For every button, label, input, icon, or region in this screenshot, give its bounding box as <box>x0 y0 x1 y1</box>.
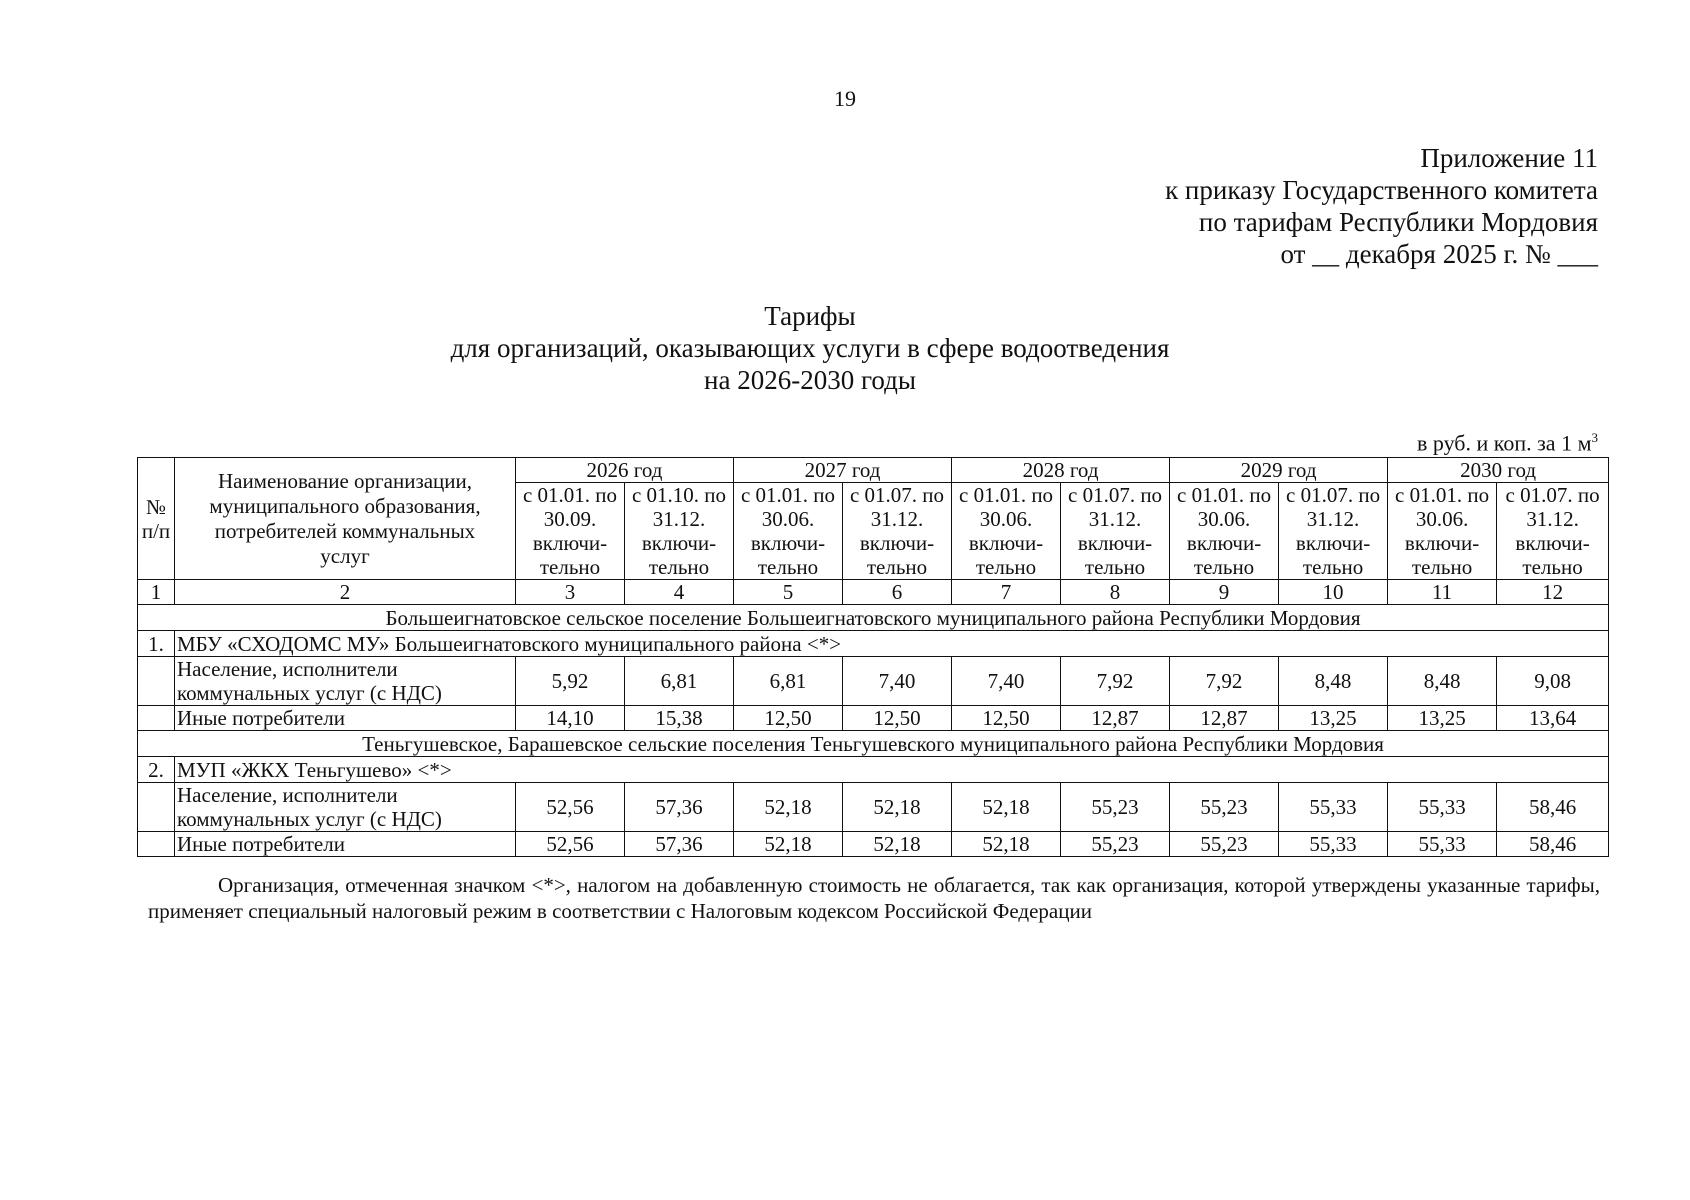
header-num: № п/п <box>138 458 175 580</box>
tariff-value: 7,92 <box>1170 657 1279 706</box>
tariff-value: 12,50 <box>734 706 843 731</box>
organization-number: 2. <box>138 757 175 783</box>
header-period: с 01.01. по 30.06. включи-тельно <box>734 483 843 580</box>
tariff-value: 52,56 <box>516 783 625 832</box>
tariff-value: 55,23 <box>1170 832 1279 857</box>
tariff-value: 13,25 <box>1388 706 1497 731</box>
tariff-value: 55,33 <box>1279 783 1388 832</box>
title-line: для организаций, оказывающих услуги в сфере водоотведения <box>450 333 1170 363</box>
header-period: с 01.01. по 30.06. включи-тельно <box>1170 483 1279 580</box>
tariff-value: 58,46 <box>1497 783 1609 832</box>
tariff-value: 55,23 <box>1170 783 1279 832</box>
section-title: Теньгушевское, Барашевское сельские поселения Теньгушевского муниципального района Республики Мордовия <box>138 731 1609 757</box>
column-number: 4 <box>625 580 734 605</box>
header-year: 2028 год <box>952 458 1170 483</box>
tariff-value: 7,40 <box>952 657 1061 706</box>
page-number: 19 <box>834 86 856 111</box>
appendix-line: по тарифам Республики Мордовия <box>1198 207 1598 237</box>
tariff-row <box>138 832 1609 857</box>
column-number: 2 <box>175 580 516 605</box>
section-title: Большеигнатовское сельское поселение Большеигнатовского муниципального района Республики Мордовия <box>138 605 1609 631</box>
tariff-value: 55,33 <box>1279 832 1388 857</box>
tariff-value: 52,18 <box>843 832 952 857</box>
section-title-row <box>138 605 1609 631</box>
column-number: 11 <box>1388 580 1497 605</box>
tariff-value: 57,36 <box>625 832 734 857</box>
header-year: 2030 год <box>1388 458 1609 483</box>
header-name: Наименование организации, муниципального образования, потребителей коммунальных услуг <box>175 458 516 580</box>
tariff-value: 52,18 <box>734 783 843 832</box>
tariff-value: 5,92 <box>516 657 625 706</box>
header-period: с 01.07. по 31.12. включи-тельно <box>1497 483 1609 580</box>
header-row-years <box>138 458 1609 483</box>
consumer-label: Население, исполнители коммунальных услуг (с НДС) <box>175 783 516 832</box>
tariff-value: 55,33 <box>1388 783 1497 832</box>
tariff-value: 57,36 <box>625 783 734 832</box>
title-line: Тарифы <box>764 301 856 331</box>
consumer-label: Иные потребители <box>175 832 516 857</box>
header-period: с 01.07. по 31.12. включи-тельно <box>1061 483 1170 580</box>
tariff-value: 9,08 <box>1497 657 1609 706</box>
tariff-value: 12,87 <box>1170 706 1279 731</box>
tariff-value: 12,50 <box>843 706 952 731</box>
tariff-value: 6,81 <box>734 657 843 706</box>
section-title-row <box>138 731 1609 757</box>
tariff-value: 58,46 <box>1497 832 1609 857</box>
consumer-label: Население, исполнители коммунальных услуг (с НДС) <box>175 657 516 706</box>
vat-footnote: Организация, отмеченная значком <*>, налогом на добавленную стоимость не облагается, так как организация, которой утверждены указанные тарифы, применяет специальный налоговый режим в соответствии с Налоговым кодексом Российской Федерации <box>148 873 1600 923</box>
organization-name <box>175 631 1609 657</box>
tariff-value: 7,92 <box>1061 657 1170 706</box>
tariff-value: 52,56 <box>516 832 625 857</box>
tariff-value: 8,48 <box>1388 657 1497 706</box>
tariff-value: 8,48 <box>1279 657 1388 706</box>
organization-name <box>175 757 1609 783</box>
column-numbers-row <box>138 580 1609 605</box>
tariff-row <box>138 706 1609 731</box>
units-text: в руб. и коп. за 1 м <box>1417 430 1592 456</box>
appendix-line: Приложение 11 <box>1420 143 1598 173</box>
title-line: на 2026-2030 годы <box>704 365 916 395</box>
vat-exempt-mark: <*> <box>417 757 452 782</box>
tariff-value: 7,40 <box>843 657 952 706</box>
header-period: с 01.10. по 31.12. включи-тельно <box>625 483 734 580</box>
consumer-label: Иные потребители <box>175 706 516 731</box>
organization-row <box>138 757 1609 783</box>
document-title <box>0 300 1620 396</box>
tariff-row <box>138 783 1609 832</box>
tariffs-table <box>137 457 1609 857</box>
tariff-value: 52,18 <box>952 832 1061 857</box>
organization-number: 1. <box>138 631 175 657</box>
header-year: 2026 год <box>516 458 734 483</box>
column-number: 6 <box>843 580 952 605</box>
header-year: 2029 год <box>1170 458 1388 483</box>
empty-cell <box>138 832 175 857</box>
column-number: 3 <box>516 580 625 605</box>
tariff-value: 55,33 <box>1388 832 1497 857</box>
organization-name-text: МБУ «СХОДОМС МУ» Большеигнатовского муниципального района <box>177 631 802 656</box>
appendix-line: от __ декабря 2025 г. № ___ <box>1280 239 1598 269</box>
organization-row <box>138 631 1609 657</box>
header-period: с 01.01. по 30.06. включи-тельно <box>1388 483 1497 580</box>
header-period: с 01.07. по 31.12. включи-тельно <box>1279 483 1388 580</box>
column-number: 12 <box>1497 580 1609 605</box>
units-superscript: 3 <box>1591 430 1598 445</box>
column-number: 9 <box>1170 580 1279 605</box>
column-number: 1 <box>138 580 175 605</box>
column-number: 8 <box>1061 580 1170 605</box>
tariff-value: 15,38 <box>625 706 734 731</box>
tariff-value: 12,87 <box>1061 706 1170 731</box>
organization-name-text: МУП «ЖКХ Теньгушево» <box>177 757 413 782</box>
appendix-line: к приказу Государственного комитета <box>1165 175 1598 205</box>
column-number: 7 <box>952 580 1061 605</box>
tariff-row <box>138 657 1609 706</box>
tariff-value: 13,64 <box>1497 706 1609 731</box>
tariff-value: 52,18 <box>952 783 1061 832</box>
tariff-value: 6,81 <box>625 657 734 706</box>
tariff-value: 14,10 <box>516 706 625 731</box>
empty-cell <box>138 657 175 706</box>
vat-exempt-mark: <*> <box>806 631 842 656</box>
column-number: 10 <box>1279 580 1388 605</box>
appendix-header <box>1165 142 1598 270</box>
header-period: с 01.01. по 30.06. включи-тельно <box>952 483 1061 580</box>
tariff-value: 13,25 <box>1279 706 1388 731</box>
column-number: 5 <box>734 580 843 605</box>
header-period: с 01.07. по 31.12. включи-тельно <box>843 483 952 580</box>
tariff-value: 52,18 <box>734 832 843 857</box>
tariff-value: 55,23 <box>1061 783 1170 832</box>
header-period: с 01.01. по 30.09. включи-тельно <box>516 483 625 580</box>
empty-cell <box>138 783 175 832</box>
tariff-value: 12,50 <box>952 706 1061 731</box>
header-year: 2027 год <box>734 458 952 483</box>
tariff-value: 55,23 <box>1061 832 1170 857</box>
empty-cell <box>138 706 175 731</box>
tariff-value: 52,18 <box>843 783 952 832</box>
units-note <box>1417 430 1598 456</box>
